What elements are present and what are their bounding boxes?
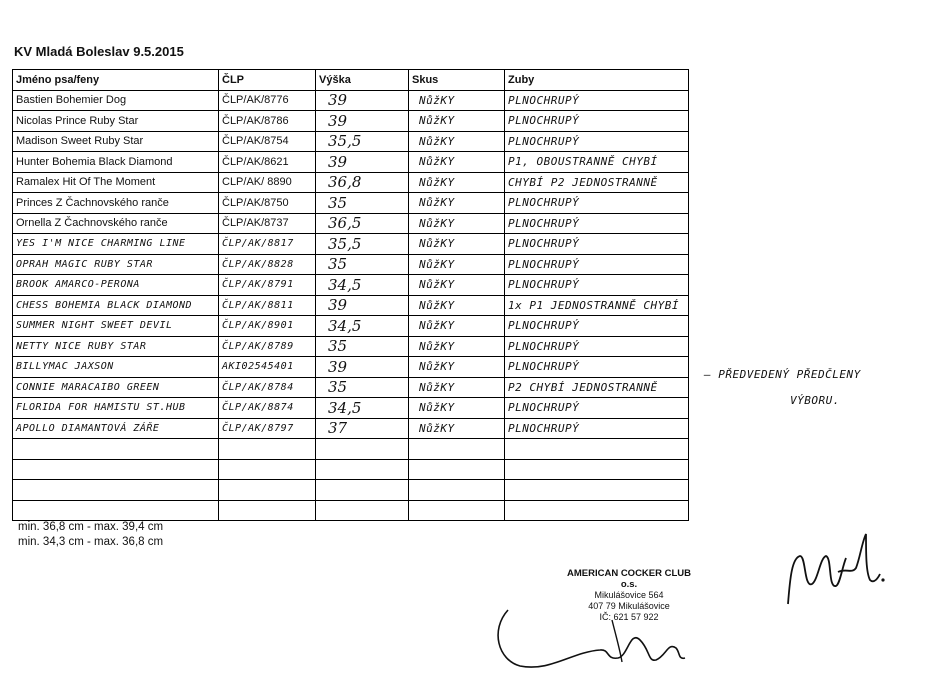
cell-vyska: 36,5 bbox=[316, 213, 409, 234]
cell-clp: ČLP/AK/8750 bbox=[219, 193, 316, 214]
table-row bbox=[13, 90, 689, 111]
table-row bbox=[13, 172, 689, 193]
stamp-org: AMERICAN COCKER CLUB o.s. bbox=[566, 568, 692, 590]
cell-skus: NůžKY bbox=[409, 336, 505, 357]
cell-clp: ČLP/AK/8874 bbox=[219, 398, 316, 419]
cell-name: Nicolas Prince Ruby Star bbox=[13, 111, 219, 132]
stamp-line: Mikulášovice 564 bbox=[594, 590, 664, 600]
cell-skus: NůžKY bbox=[409, 398, 505, 419]
empty-cell bbox=[219, 459, 316, 480]
cell-vyska: 35 bbox=[316, 193, 409, 214]
cell-vyska: 35 bbox=[316, 254, 409, 275]
table-row bbox=[13, 193, 689, 214]
cell-skus: NůžKY bbox=[409, 357, 505, 378]
empty-cell bbox=[505, 500, 689, 521]
cell-vyska: 37 bbox=[316, 418, 409, 439]
table-row bbox=[13, 111, 689, 132]
page-title: KV Mladá Boleslav 9.5.2015 bbox=[14, 44, 184, 59]
cell-name: Hunter Bohemia Black Diamond bbox=[13, 152, 219, 173]
cell-clp: ČLP/AK/8817 bbox=[219, 234, 316, 255]
cell-skus: NůžKY bbox=[409, 254, 505, 275]
cell-clp: AKI02545401 bbox=[219, 357, 316, 378]
cell-name: CONNIE MARACAIBO GREEN bbox=[13, 377, 219, 398]
cell-zuby: PLNOCHRUPÝ bbox=[505, 398, 689, 419]
cell-skus: NůžKY bbox=[409, 90, 505, 111]
header-vyska: Výška bbox=[316, 70, 409, 91]
empty-row bbox=[13, 500, 689, 521]
range-line: min. 34,3 cm - max. 36,8 cm bbox=[18, 536, 164, 548]
stamp-line: 407 79 Mikulášovice bbox=[588, 601, 670, 611]
cell-name: Ramalex Hit Of The Moment bbox=[13, 172, 219, 193]
table-row bbox=[13, 275, 689, 296]
empty-row bbox=[13, 439, 689, 460]
header-zuby: Zuby bbox=[505, 70, 689, 91]
table-row bbox=[13, 152, 689, 173]
cell-zuby: PLNOCHRUPÝ bbox=[505, 90, 689, 111]
cell-clp: ČLP/AK/8789 bbox=[219, 336, 316, 357]
cell-vyska: 34,5 bbox=[316, 316, 409, 337]
cell-vyska: 39 bbox=[316, 295, 409, 316]
empty-cell bbox=[316, 439, 409, 460]
cell-vyska: 35 bbox=[316, 336, 409, 357]
range-line: min. 36,8 cm - max. 39,4 cm bbox=[18, 521, 164, 533]
cell-name: APOLLO DIAMANTOVÁ ZÁŘE bbox=[13, 418, 219, 439]
empty-cell bbox=[13, 439, 219, 460]
cell-vyska: 39 bbox=[316, 152, 409, 173]
table-row bbox=[13, 131, 689, 152]
cell-skus: NůžKY bbox=[409, 172, 505, 193]
cell-name: FLORIDA FOR HAMISTU ST.HUB bbox=[13, 398, 219, 419]
empty-cell bbox=[219, 439, 316, 460]
cell-name: NETTY NICE RUBY STAR bbox=[13, 336, 219, 357]
table-row bbox=[13, 336, 689, 357]
cell-zuby: PLNOCHRUPÝ bbox=[505, 275, 689, 296]
side-note-line: VÝBORU. bbox=[790, 394, 840, 407]
empty-cell bbox=[409, 480, 505, 501]
cell-clp: ČLP/AK/8901 bbox=[219, 316, 316, 337]
cell-vyska: 34,5 bbox=[316, 398, 409, 419]
cell-clp: ČLP/AK/8754 bbox=[219, 131, 316, 152]
header-skus: Skus bbox=[409, 70, 505, 91]
cell-skus: NůžKY bbox=[409, 377, 505, 398]
cell-skus: NůžKY bbox=[409, 275, 505, 296]
table-row bbox=[13, 377, 689, 398]
table-row bbox=[13, 213, 689, 234]
cell-name: Princes Z Čachnovského ranče bbox=[13, 193, 219, 214]
cell-name: BROOK AMARCO-PERONA bbox=[13, 275, 219, 296]
empty-cell bbox=[316, 480, 409, 501]
signature-right bbox=[780, 528, 890, 610]
cell-clp: ČLP/AK/8828 bbox=[219, 254, 316, 275]
cell-name: SUMMER NIGHT SWEET DEVIL bbox=[13, 316, 219, 337]
header-name: Jméno psa/feny bbox=[13, 70, 219, 91]
empty-row bbox=[13, 480, 689, 501]
empty-cell bbox=[13, 500, 219, 521]
cell-vyska: 36,8 bbox=[316, 172, 409, 193]
cell-name: Madison Sweet Ruby Star bbox=[13, 131, 219, 152]
cell-skus: NůžKY bbox=[409, 295, 505, 316]
cell-skus: NůžKY bbox=[409, 234, 505, 255]
cell-skus: NůžKY bbox=[409, 193, 505, 214]
empty-cell bbox=[219, 500, 316, 521]
cell-skus: NůžKY bbox=[409, 131, 505, 152]
cell-zuby: PLNOCHRUPÝ bbox=[505, 193, 689, 214]
empty-cell bbox=[219, 480, 316, 501]
cell-zuby: CHYBÍ P2 JEDNOSTRANNĚ bbox=[505, 172, 689, 193]
empty-cell bbox=[316, 500, 409, 521]
cell-clp: ČLP/AK/8797 bbox=[219, 418, 316, 439]
cell-zuby: P1, OBOUSTRANNĚ CHYBÍ bbox=[505, 152, 689, 173]
empty-cell bbox=[409, 439, 505, 460]
cell-zuby: PLNOCHRUPÝ bbox=[505, 254, 689, 275]
cell-vyska: 35 bbox=[316, 377, 409, 398]
table-row bbox=[13, 398, 689, 419]
cell-zuby: PLNOCHRUPÝ bbox=[505, 336, 689, 357]
cell-clp: ČLP/AK/8776 bbox=[219, 90, 316, 111]
cell-clp: ČLP/AK/8786 bbox=[219, 111, 316, 132]
stamp-line: IČ: 621 57 922 bbox=[599, 612, 659, 622]
cell-clp: ČLP/AK/8811 bbox=[219, 295, 316, 316]
side-note-line: — PŘEDVEDENÝ PŘEDČLENY bbox=[704, 368, 861, 381]
side-note bbox=[704, 362, 861, 414]
cell-vyska: 34,5 bbox=[316, 275, 409, 296]
table-row bbox=[13, 234, 689, 255]
cell-zuby: PLNOCHRUPÝ bbox=[505, 234, 689, 255]
table-row bbox=[13, 254, 689, 275]
empty-cell bbox=[505, 480, 689, 501]
cell-zuby: PLNOCHRUPÝ bbox=[505, 357, 689, 378]
header-clp: ČLP bbox=[219, 70, 316, 91]
cell-zuby: PLNOCHRUPÝ bbox=[505, 418, 689, 439]
cell-vyska: 39 bbox=[316, 111, 409, 132]
cell-vyska: 39 bbox=[316, 90, 409, 111]
cell-clp: ČLP/AK/8791 bbox=[219, 275, 316, 296]
cell-zuby: P2 CHYBÍ JEDNOSTRANNĚ bbox=[505, 377, 689, 398]
cell-name: Ornella Z Čachnovského ranče bbox=[13, 213, 219, 234]
cell-skus: NůžKY bbox=[409, 152, 505, 173]
cell-name: CHESS BOHEMIA BLACK DIAMOND bbox=[13, 295, 219, 316]
cell-clp: ČLP/AK/8737 bbox=[219, 213, 316, 234]
empty-cell bbox=[13, 480, 219, 501]
cell-zuby: PLNOCHRUPÝ bbox=[505, 213, 689, 234]
empty-cell bbox=[316, 459, 409, 480]
empty-cell bbox=[13, 459, 219, 480]
cell-zuby: PLNOCHRUPÝ bbox=[505, 131, 689, 152]
cell-name: YES I'M NICE CHARMING LINE bbox=[13, 234, 219, 255]
height-ranges bbox=[18, 520, 163, 550]
cell-skus: NůžKY bbox=[409, 213, 505, 234]
dog-table bbox=[12, 69, 689, 521]
cell-skus: NůžKY bbox=[409, 111, 505, 132]
signature-left bbox=[480, 600, 690, 672]
cell-zuby: 1x P1 JEDNOSTRANNĚ CHYBÍ bbox=[505, 295, 689, 316]
cell-zuby: PLNOCHRUPÝ bbox=[505, 316, 689, 337]
empty-cell bbox=[409, 459, 505, 480]
cell-name: Bastien Bohemier Dog bbox=[13, 90, 219, 111]
cell-vyska: 35,5 bbox=[316, 234, 409, 255]
table-row bbox=[13, 295, 689, 316]
cell-name: BILLYMAC JAXSON bbox=[13, 357, 219, 378]
empty-row bbox=[13, 459, 689, 480]
table-header-row bbox=[13, 70, 689, 91]
table-row bbox=[13, 357, 689, 378]
cell-clp: ČLP/AK/8621 bbox=[219, 152, 316, 173]
table-row bbox=[13, 316, 689, 337]
cell-zuby: PLNOCHRUPÝ bbox=[505, 111, 689, 132]
table-row bbox=[13, 418, 689, 439]
cell-clp: CLP/AK/ 8890 bbox=[219, 172, 316, 193]
cell-clp: ČLP/AK/8784 bbox=[219, 377, 316, 398]
empty-cell bbox=[409, 500, 505, 521]
cell-name: OPRAH MAGIC RUBY STAR bbox=[13, 254, 219, 275]
empty-cell bbox=[505, 459, 689, 480]
cell-vyska: 39 bbox=[316, 357, 409, 378]
empty-cell bbox=[505, 439, 689, 460]
cell-skus: NůžKY bbox=[409, 316, 505, 337]
cell-vyska: 35,5 bbox=[316, 131, 409, 152]
cell-skus: NůžKY bbox=[409, 418, 505, 439]
